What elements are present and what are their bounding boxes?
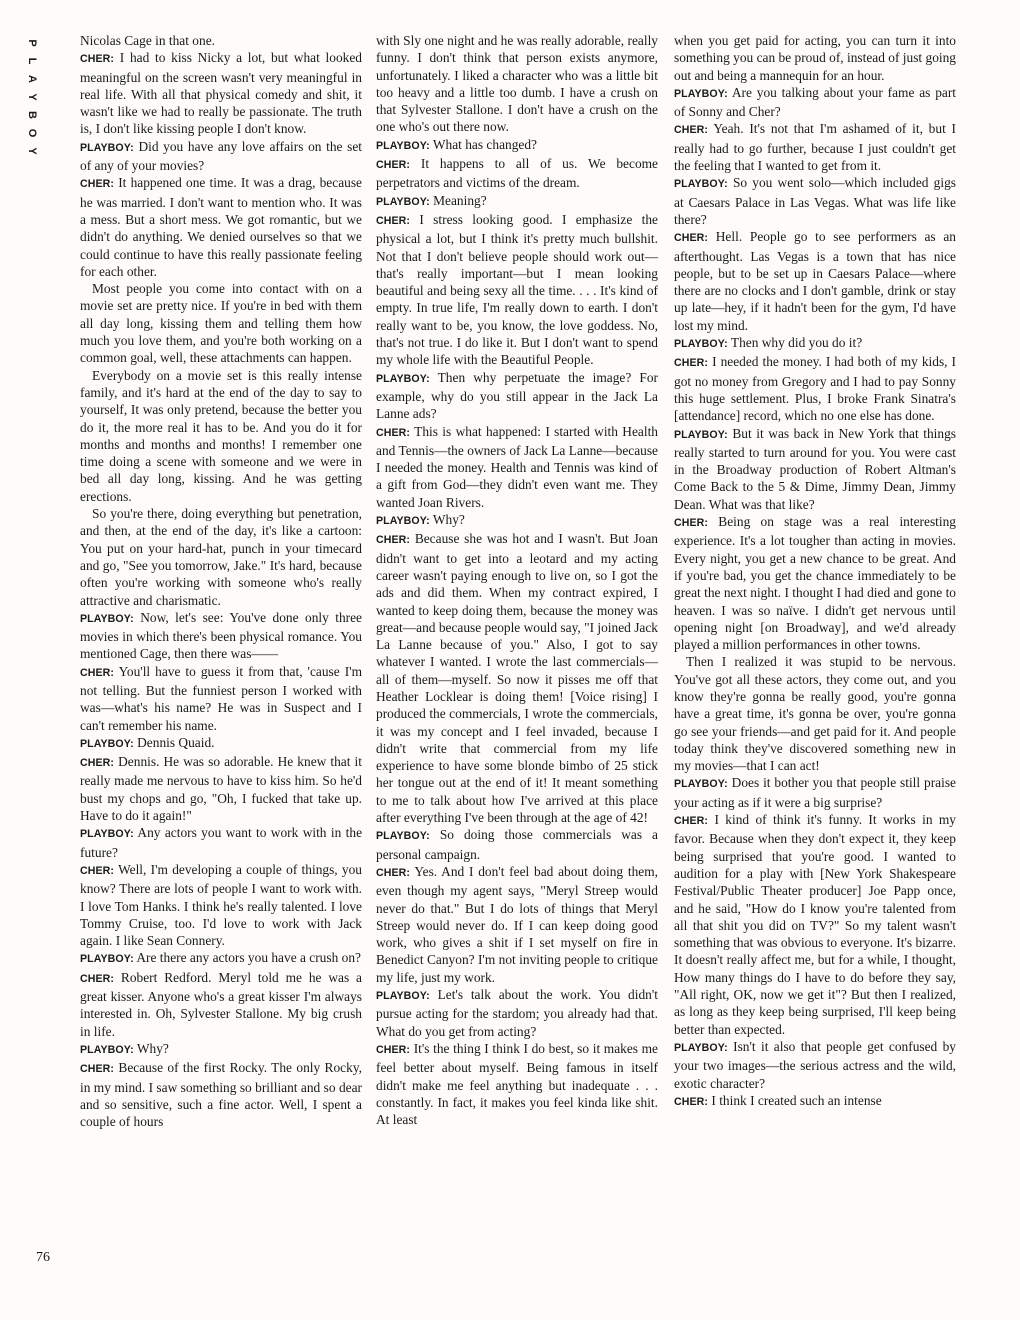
paragraph	[674, 334, 956, 353]
speaker-label: CHER:	[674, 232, 709, 245]
paragraph	[674, 653, 956, 774]
speaker-label: CHER:	[674, 815, 709, 828]
paragraph-text: I needed the money. I had both of my kids, I got no money from Gregory and I had to pay Sonny this huge settlement. Plus, I broke Frank Sinatra's [attendance] record, which no one else has done.	[674, 354, 956, 424]
speaker-label: CHER:	[80, 757, 115, 770]
paragraph	[376, 192, 658, 211]
speaker-label: CHER:	[376, 1043, 411, 1056]
paragraph	[376, 863, 658, 986]
speaker-label: PLAYBOY:	[80, 953, 134, 966]
paragraph	[674, 774, 956, 811]
paragraph-text: So doing those commercials was a personal campaign.	[376, 827, 658, 862]
paragraph	[376, 511, 658, 530]
paragraph	[674, 32, 956, 84]
paragraph-text: It's the thing I think I do best, so it makes me feel better about myself. Being famous in itself didn't make me feel anything but inadequate . . . constantly. In fact, it makes you feel kinda like shit. At least	[376, 1040, 658, 1128]
paragraph	[80, 174, 362, 280]
paragraph-text: Now, let's see: You've done only three movies in which there's been physical romance. You mentioned Cage, then there was——	[80, 609, 362, 662]
paragraph-text: Yeah. It's not that I'm ashamed of it, but I really had to go further, because I just couldn't get the feeling that I wanted to get from it.	[674, 121, 956, 174]
speaker-label: PLAYBOY:	[80, 737, 134, 750]
article-column-2	[376, 32, 658, 1128]
paragraph-text: Then why did you do it?	[730, 335, 863, 351]
speaker-label: PLAYBOY:	[80, 1043, 134, 1056]
speaker-label: PLAYBOY:	[674, 778, 728, 791]
speaker-label: CHER:	[80, 1063, 115, 1076]
paragraph	[674, 120, 956, 174]
paragraph-text: Nicolas Cage in that one.	[80, 33, 215, 48]
paragraph	[376, 155, 658, 192]
paragraph	[80, 49, 362, 137]
paragraph	[376, 136, 658, 155]
speaker-label: PLAYBOY:	[674, 87, 728, 100]
paragraph-text: Dennis. He was so adorable. He knew that it really made me nervous to have to kiss him. So he'd bust my chops and go, "Oh, I fucked that take up. Have to do it again!"	[80, 754, 362, 824]
paragraph-text: Then I realized it was stupid to be nervous. You've got all these actors, they come out, and you know they're gonna be really good, you're gonna have a great time, it's gonna be over, you're gonna go see your friends—and get paid for it. And people today think they've discovered something new in my movies—that I can act!	[674, 654, 956, 774]
paragraph-text: Let's talk about the work. You didn't pursue acting for the stardom; you already had that. What do you get from acting?	[376, 987, 658, 1039]
paragraph-text: Everybody on a movie set is this really intense family, and it's hard at the end of the day to say to yourself, It was only pretend, because the better you do it, the more real it has to be. And you do it for months and months and months! I remember one time doing a scene with someone and we were in bed all day long, kissing. And he was getting erections.	[80, 367, 362, 504]
speaker-label: CHER:	[80, 864, 115, 877]
paragraph	[376, 369, 658, 423]
paragraph	[80, 280, 362, 366]
paragraph	[674, 84, 956, 121]
paragraph-text: Meaning?	[433, 192, 487, 208]
paragraph-text: Then why perpetuate the image? For example, why do you still appear in the Jack La Lanne ads?	[376, 369, 658, 422]
paragraph	[80, 753, 362, 824]
paragraph	[674, 174, 956, 228]
paragraph	[376, 423, 658, 511]
paragraph-text: I had to kiss Nicky a lot, but what looked meaningful on the screen wasn't very meaningful in real life. With all that physical comedy and shit, it wasn't like we had to really be passionate. The truth is, I don't like kissing people I don't know.	[80, 50, 362, 137]
paragraph-text: Did you have any love affairs on the set of any of your movies?	[80, 138, 362, 174]
paragraph-text: It happens to all of us. We become perpetrators and victims of the dream.	[376, 156, 658, 191]
paragraph-text: I stress looking good. I emphasize the physical a lot, but I think it's pretty much bullshit. Not that I don't believe people should work out—that's really important—but I mean looking beautiful and being sexy all the time. . . . It's kind of empty. In true life, I'm really down to earth. I don't really want to be, you know, the love goddess. No, that's not true. I do like it. But I don't want to spend my whole life with the Beautiful People.	[376, 211, 658, 368]
paragraph	[80, 32, 362, 49]
paragraph-text: Being on stage was a real interesting experience. It's a lot tougher than acting in movies. Every night, you get a new chance to be great. And if you're bad, you get the chance immediately to be great the next night. I thought I had died and gone to heaven. I was so naïve. I didn't get nervous until opening night [on Broadway], and we'd already played a million performances in other towns.	[674, 514, 956, 653]
magazine-masthead: P L A Y B O Y	[26, 39, 38, 155]
paragraph	[376, 986, 658, 1040]
paragraph	[80, 663, 362, 734]
paragraph-text: What has changed?	[432, 136, 537, 152]
paragraph	[376, 530, 658, 826]
paragraph-text: Because of the first Rocky. The only Rocky, in my mind. I saw something so brilliant and so dear and so sensitive, such a fine actor. Well, I spent a couple of hours	[80, 1060, 362, 1130]
speaker-label: PLAYBOY:	[674, 178, 728, 191]
speaker-label: PLAYBOY:	[376, 830, 430, 843]
paragraph-text: You'll have to guess it from that, 'cause I'm not telling. But the funniest person I worked with was—what's his name? He was in Suspect and I can't remember his name.	[80, 663, 362, 733]
speaker-label: PLAYBOY:	[80, 828, 134, 841]
speaker-label: CHER:	[674, 357, 709, 370]
paragraph	[674, 425, 956, 513]
paragraph-text: Dennis Quaid.	[137, 734, 215, 750]
paragraph	[80, 609, 362, 663]
page-number: 76	[36, 1250, 50, 1265]
speaker-label: CHER:	[376, 159, 411, 172]
speaker-label: PLAYBOY:	[376, 515, 430, 528]
paragraph	[376, 211, 658, 369]
speaker-label: PLAYBOY:	[376, 372, 430, 385]
speaker-label: PLAYBOY:	[674, 338, 728, 351]
paragraph	[674, 1038, 956, 1092]
paragraph-text: So you're there, doing everything but penetration, and then, at the end of the day, it's like a cartoon: You put on your hard-hat, punch in your timecard and go, "See you tomorrow, Jake." It's hard, because often you're working with someone who's really attractive and charismatic.	[80, 506, 362, 608]
speaker-label: CHER:	[674, 1095, 709, 1108]
speaker-label: CHER:	[674, 517, 709, 530]
speaker-label: PLAYBOY:	[674, 428, 728, 441]
article-column-3	[674, 32, 956, 1111]
paragraph-text: Are there any actors you have a crush on?	[136, 950, 361, 966]
paragraph-text: Any actors you want to work with in the future?	[80, 825, 363, 860]
speaker-label: PLAYBOY:	[376, 990, 430, 1003]
speaker-label: PLAYBOY:	[80, 141, 134, 154]
paragraph	[674, 811, 956, 1038]
paragraph	[80, 949, 362, 968]
paragraph-text: Does it bother you that people still praise your acting as if it were a big surprise?	[674, 775, 956, 810]
speaker-label: CHER:	[80, 972, 115, 985]
paragraph	[80, 734, 362, 753]
paragraph-text: I kind of think it's funny. It works in my favor. Because when they don't expect it, they keep being surprised that you're good. I wanted to audition for a play with [New York Shakespeare Festival/Public Theater producer] Joe Papp once, and he said, "How do I know you're talented from all that shit you did on TV?" So my talent wasn't something that was obvious to everyone. It's bizarre. It doesn't really affect me, but for a while, I thought, How many things do I have to do before they say, "All right, OK, now we get it"? But then I realized, as long as they keep being surprised, I'll keep being better than expected.	[674, 812, 956, 1037]
paragraph-text: when you get paid for acting, you can turn it into something you can be proud of, instead of just going out and being a mannequin for an hour.	[674, 33, 956, 83]
paragraph	[80, 969, 362, 1040]
paragraph	[80, 1059, 362, 1130]
paragraph-text: Robert Redford. Meryl told me he was a great kisser. Anyone who's a great kisser I'm always interested in. Oh, Sylvester Stallone. My big crush in life.	[80, 969, 362, 1039]
paragraph	[674, 1092, 956, 1111]
paragraph	[80, 824, 362, 861]
paragraph	[674, 353, 956, 424]
paragraph	[674, 513, 956, 653]
speaker-label: PLAYBOY:	[376, 139, 430, 152]
paragraph-text: Are you talking about your fame as part of Sonny and Cher?	[674, 84, 957, 120]
paragraph	[80, 505, 362, 609]
speaker-label: CHER:	[376, 534, 411, 547]
paragraph	[80, 1040, 362, 1059]
paragraph	[80, 367, 362, 505]
paragraph	[80, 861, 362, 949]
paragraph	[674, 228, 956, 334]
speaker-label: PLAYBOY:	[376, 195, 430, 208]
paragraph-text: with Sly one night and he was really adorable, really funny. I don't think that person exists anymore, unfortunately. I liked a character who was a little bit too heavy and a little too dumb. I have a crush on that Sylvester Stallone. I don't have a crush on the one who's out there now.	[376, 33, 658, 135]
speaker-label: PLAYBOY:	[80, 612, 134, 625]
speaker-label: CHER:	[80, 53, 115, 66]
paragraph-text: Well, I'm developing a couple of things, you know? There are lots of people I want to work with. I love Tom Hanks. I think he's really talented. I love Tommy Cruise, too. I'd love to work with Jack again. I like Sean Connery.	[80, 861, 362, 949]
paragraph	[376, 826, 658, 863]
speaker-label: PLAYBOY:	[674, 1041, 728, 1054]
paragraph-text: Isn't it also that people get confused by your two images—the serious actress and the wild, exotic character?	[674, 1038, 956, 1091]
paragraph-text: So you went solo—which included gigs at Caesars Palace in Las Vegas. What was life like there?	[674, 175, 956, 227]
paragraph	[376, 32, 658, 136]
speaker-label: CHER:	[80, 178, 115, 191]
paragraph-text: This is what happened: I started with Health and Tennis—the owners of Jack La Lanne—because I needed the money. Health and Tennis was kind of a gift from God—they didn't even want me. They wanted Joan Rivers.	[376, 423, 658, 510]
paragraph-text: Hell. People go to see performers as an afterthought. Las Vegas is a town that has nice people, but to be set up in Caesars Palace—where there are no clocks and I don't gamble, drink or stay up late—hey, if it hadn't been for the gym, I'd have lost my mind.	[674, 229, 956, 333]
speaker-label: CHER:	[376, 214, 411, 227]
paragraph-text: Why?	[432, 512, 465, 528]
paragraph-text: I think I created such an intense	[711, 1092, 882, 1108]
paragraph-text: Most people you come into contact with on a movie set are pretty nice. If you're in bed with them all day long, kissing them and telling them how much you love them, and you're both working on a common goal, well, these attachments can happen.	[80, 281, 362, 366]
paragraph-text: It happened one time. It was a drag, because he was married. I don't want to mention who. It was a mess. But a short mess. We got romantic, but we didn't do anything. We denied ourselves so that we could continue to have this really passionate feeling for each other.	[80, 175, 362, 279]
paragraph-text: But it was back in New York that things really started to turn around for you. You were cast in the Broadway production of Robert Altman's Come Back to the 5 & Dime, Jimmy Dean, Jimmy Dean. What was that like?	[674, 425, 956, 512]
article-column-1	[80, 32, 362, 1130]
speaker-label: CHER:	[80, 666, 115, 679]
speaker-label: CHER:	[376, 426, 411, 439]
paragraph	[80, 138, 362, 175]
paragraph-text: Why?	[136, 1040, 169, 1056]
paragraph	[376, 1040, 658, 1128]
paragraph-text: Because she was hot and I wasn't. But Joan didn't want to get into a leotard and my acting career wasn't paying enough to live on, so I got the ads and did them. When my contract expired, I wanted to keep doing them, because the money was great—and because people would say, "I joined Jack La Lanne because of you." Also, I got to say whatever I wanted. I wrote the last commercials—all of them—myself. So now it pisses me off that Heather Locklear is doing them! [Voice rising] I produced the commercials, I wrote the commercials, it was my concept and I feel invaded, because I didn't write that commercial from my life experience to have some blonde bimbo of 25 stick her tongue out at the end of it! It meant something to me to talk about how I've arrived at this place after everything I've been through at the age of 42!	[376, 531, 658, 826]
speaker-label: CHER:	[376, 866, 411, 879]
speaker-label: CHER:	[674, 124, 709, 137]
paragraph-text: Yes. And I don't feel bad about doing them, even though my agent says, "Meryl Streep would never do that." But I do lots of things that Meryl Streep would never do. If I can keep doing good work, who gives a shit if I set myself on fire in Benedict Canyon? I'm not inviting people to critique my life, just my work.	[376, 863, 658, 985]
